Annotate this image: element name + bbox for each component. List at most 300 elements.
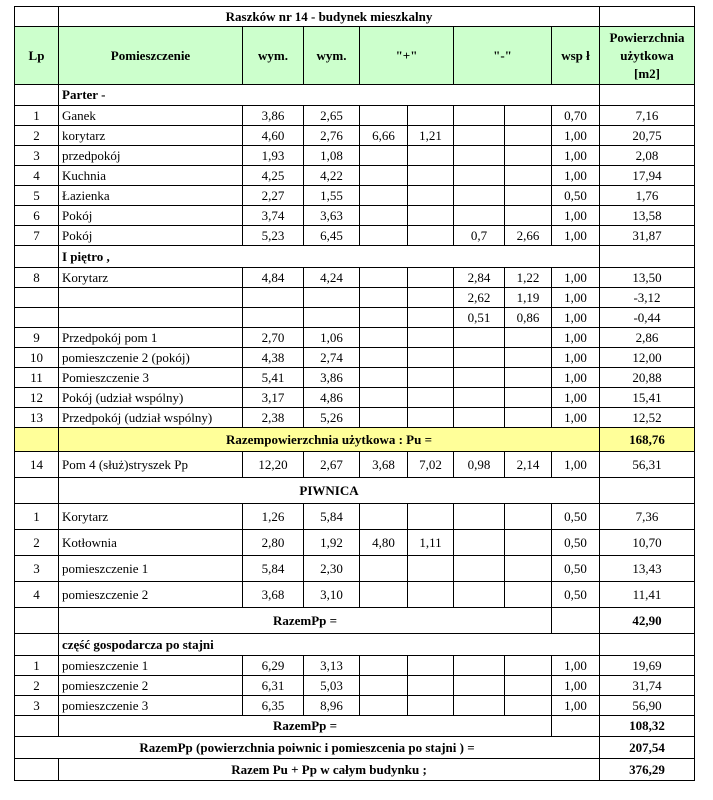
- cell-lp: 8: [15, 268, 59, 288]
- cell-minus1: 0,98: [454, 452, 505, 478]
- cell-room: Kuchnia: [59, 166, 243, 186]
- section-row: [15, 85, 695, 106]
- total-lp-blank: [15, 428, 59, 452]
- cell-plus1: [360, 226, 408, 246]
- cell-lp: 3: [15, 696, 59, 716]
- cell-lp: [15, 288, 59, 308]
- table-row: [15, 226, 695, 246]
- cell-room: pomieszczenie 1: [59, 556, 243, 582]
- cell-coefficient: 1,00: [552, 696, 600, 716]
- cell-room: korytarz: [59, 126, 243, 146]
- cell-room: Pokój: [59, 226, 243, 246]
- cell-dim1: 1,93: [243, 146, 304, 166]
- cell-plus2: [408, 166, 454, 186]
- table-row: [15, 288, 695, 308]
- cell-plus2: [408, 206, 454, 226]
- header-area-line3: [m2]: [634, 65, 660, 81]
- cell-minus2: 2,14: [505, 452, 552, 478]
- cell-plus2: 7,02: [408, 452, 454, 478]
- section-lp-blank: [15, 634, 59, 656]
- cell-dim2: 5,03: [304, 676, 360, 696]
- total-label: RazemPp =: [59, 608, 552, 634]
- section-row: [15, 246, 695, 268]
- section-area-blank: [600, 246, 695, 268]
- table-row: [15, 166, 695, 186]
- table-row: [15, 186, 695, 206]
- cell-coefficient: 1,00: [552, 388, 600, 408]
- cell-minus1: [454, 186, 505, 206]
- cell-room: pomieszczenie 1: [59, 656, 243, 676]
- cell-room: przedpokój: [59, 146, 243, 166]
- cell-minus1: [454, 504, 505, 530]
- cell-coefficient: 1,00: [552, 452, 600, 478]
- cell-room: pomieszczenie 2: [59, 676, 243, 696]
- cell-plus2: [408, 186, 454, 206]
- cell-dim2: 2,65: [304, 106, 360, 126]
- cell-minus2: [505, 582, 552, 608]
- header-plus: "+": [360, 27, 454, 85]
- cell-area: 1,76: [600, 186, 695, 206]
- cell-dim2: [304, 308, 360, 328]
- cell-room: pomieszczenie 2 (pokój): [59, 348, 243, 368]
- cell-minus2: [505, 106, 552, 126]
- table-row: [15, 582, 695, 608]
- cell-plus1: [360, 328, 408, 348]
- cell-minus2: [505, 408, 552, 428]
- cell-dim2: 1,55: [304, 186, 360, 206]
- cell-minus2: [505, 206, 552, 226]
- table-title: Raszków nr 14 - budynek mieszkalny: [59, 7, 600, 27]
- table-row: [15, 556, 695, 582]
- cell-plus2: [408, 288, 454, 308]
- cell-area: 13,58: [600, 206, 695, 226]
- cell-room: Pomieszczenie 3: [59, 368, 243, 388]
- cell-minus2: [505, 676, 552, 696]
- section-label: I piętro ,: [59, 246, 600, 268]
- total-lp-blank: [15, 608, 59, 634]
- cell-dim2: 5,84: [304, 504, 360, 530]
- section-label: Parter -: [59, 85, 600, 106]
- cell-area: 15,41: [600, 388, 695, 408]
- total-value: 108,32: [600, 716, 695, 737]
- cell-dim2: [304, 288, 360, 308]
- cell-dim2: 4,24: [304, 268, 360, 288]
- cell-plus1: [360, 186, 408, 206]
- cell-dim2: 2,67: [304, 452, 360, 478]
- cell-room: Korytarz: [59, 268, 243, 288]
- table-row: [15, 530, 695, 556]
- cell-area: 2,86: [600, 328, 695, 348]
- cell-area: 20,88: [600, 368, 695, 388]
- cell-plus2: [408, 696, 454, 716]
- cell-area: 20,75: [600, 126, 695, 146]
- cell-plus1: [360, 146, 408, 166]
- cell-coefficient: 1,00: [552, 288, 600, 308]
- cell-plus1: [360, 308, 408, 328]
- header-lp: Lp: [15, 27, 59, 85]
- table-row: [15, 656, 695, 676]
- total-value: 207,54: [600, 737, 695, 759]
- total-value: 42,90: [600, 608, 695, 634]
- cell-lp: 10: [15, 348, 59, 368]
- cell-minus1: 2,84: [454, 268, 505, 288]
- cell-coefficient: 1,00: [552, 226, 600, 246]
- section-lp-blank: [15, 85, 59, 106]
- cell-lp: 4: [15, 166, 59, 186]
- cell-dim1: 2,80: [243, 530, 304, 556]
- cell-minus2: [505, 126, 552, 146]
- cell-plus1: 4,80: [360, 530, 408, 556]
- cell-area: 13,50: [600, 268, 695, 288]
- cell-minus2: 1,19: [505, 288, 552, 308]
- cell-plus1: [360, 696, 408, 716]
- cell-lp: 12: [15, 388, 59, 408]
- cell-lp: 4: [15, 582, 59, 608]
- cell-minus2: [505, 530, 552, 556]
- cell-plus2: [408, 556, 454, 582]
- table-row: [15, 146, 695, 166]
- cell-lp: 6: [15, 206, 59, 226]
- cell-minus2: [505, 186, 552, 206]
- cell-plus2: [408, 268, 454, 288]
- table-row: [15, 106, 695, 126]
- cell-minus1: [454, 206, 505, 226]
- cell-lp: 9: [15, 328, 59, 348]
- cell-dim1: 6,35: [243, 696, 304, 716]
- cell-coefficient: 0,50: [552, 504, 600, 530]
- section-area-blank: [600, 634, 695, 656]
- section-lp-blank: [15, 478, 59, 504]
- header-dim2: wym.: [304, 27, 360, 85]
- cell-room: Pom 4 (służ)stryszek Pp: [59, 452, 243, 478]
- cell-area: 7,16: [600, 106, 695, 126]
- cell-dim1: 6,29: [243, 656, 304, 676]
- cell-dim2: 3,10: [304, 582, 360, 608]
- header-usable-area: [600, 27, 695, 85]
- cell-minus2: [505, 504, 552, 530]
- cell-minus1: 0,7: [454, 226, 505, 246]
- cell-area: 31,87: [600, 226, 695, 246]
- cell-dim2: 1,06: [304, 328, 360, 348]
- cell-minus1: [454, 328, 505, 348]
- cell-area: 31,74: [600, 676, 695, 696]
- section-label: PIWNICA: [59, 478, 600, 504]
- cell-area: -0,44: [600, 308, 695, 328]
- cell-plus2: [408, 348, 454, 368]
- cell-lp: [15, 308, 59, 328]
- cell-coefficient: 1,00: [552, 408, 600, 428]
- cell-plus1: [360, 268, 408, 288]
- total-lp-blank: [15, 716, 59, 737]
- cell-plus1: [360, 582, 408, 608]
- cell-dim1: 12,20: [243, 452, 304, 478]
- cell-dim1: 4,25: [243, 166, 304, 186]
- cell-coefficient: 0,70: [552, 106, 600, 126]
- cell-minus2: [505, 368, 552, 388]
- cell-plus1: [360, 106, 408, 126]
- cell-minus2: 1,22: [505, 268, 552, 288]
- total-row: [15, 716, 695, 737]
- cell-minus1: [454, 126, 505, 146]
- cell-dim2: 4,86: [304, 388, 360, 408]
- cell-area: 12,52: [600, 408, 695, 428]
- cell-dim1: 3,17: [243, 388, 304, 408]
- cell-plus1: [360, 348, 408, 368]
- table-row: [15, 348, 695, 368]
- total-label: Razem Pu + Pp w całym budynku ;: [59, 759, 600, 781]
- cell-dim1: 5,41: [243, 368, 304, 388]
- cell-plus1: [360, 676, 408, 696]
- cell-plus1: 3,68: [360, 452, 408, 478]
- cell-room: Pokój: [59, 206, 243, 226]
- table-row: [15, 696, 695, 716]
- cell-coefficient: 1,00: [552, 656, 600, 676]
- total-coef-blank: [552, 608, 600, 634]
- cell-room: [59, 288, 243, 308]
- table-row: [15, 452, 695, 478]
- cell-minus2: 2,66: [505, 226, 552, 246]
- cell-plus2: [408, 656, 454, 676]
- cell-room: Przedpokój pom 1: [59, 328, 243, 348]
- cell-minus2: 0,86: [505, 308, 552, 328]
- section-label: część gospodarcza po stajni: [59, 634, 600, 656]
- cell-area: 7,36: [600, 504, 695, 530]
- cell-minus1: [454, 166, 505, 186]
- cell-coefficient: 0,50: [552, 582, 600, 608]
- table-row: [15, 408, 695, 428]
- header-area-line1: Powierzchnia: [609, 29, 685, 45]
- cell-lp: 11: [15, 368, 59, 388]
- cell-dim2: 2,74: [304, 348, 360, 368]
- cell-area: -3,12: [600, 288, 695, 308]
- cell-area: 2,08: [600, 146, 695, 166]
- section-row: [15, 478, 695, 504]
- cell-room: pomieszczenie 3: [59, 696, 243, 716]
- cell-minus1: [454, 530, 505, 556]
- cell-coefficient: 1,00: [552, 166, 600, 186]
- cell-area: 56,90: [600, 696, 695, 716]
- cell-lp: 2: [15, 676, 59, 696]
- cell-minus1: [454, 582, 505, 608]
- cell-dim1: 1,26: [243, 504, 304, 530]
- cell-coefficient: 0,50: [552, 556, 600, 582]
- total-row: [15, 759, 695, 781]
- cell-dim1: 4,38: [243, 348, 304, 368]
- cell-dim1: [243, 308, 304, 328]
- cell-minus2: [505, 166, 552, 186]
- cell-area: 10,70: [600, 530, 695, 556]
- section-row: [15, 634, 695, 656]
- total-label: RazemPp (powierzchnia poiwnic i pomieszcenia po stajni ) =: [15, 737, 600, 759]
- cell-plus1: [360, 504, 408, 530]
- cell-coefficient: 1,00: [552, 328, 600, 348]
- table-row: [15, 676, 695, 696]
- cell-plus1: [360, 368, 408, 388]
- cell-minus1: [454, 408, 505, 428]
- cell-dim1: 2,38: [243, 408, 304, 428]
- cell-minus2: [505, 146, 552, 166]
- cell-dim1: 4,84: [243, 268, 304, 288]
- cell-plus1: [360, 388, 408, 408]
- total-value: 168,76: [600, 428, 695, 452]
- total-coef-blank: [552, 716, 600, 737]
- total-label: RazemPp =: [59, 716, 552, 737]
- area-table: [14, 6, 695, 781]
- section-lp-blank: [15, 246, 59, 268]
- total-row: [15, 737, 695, 759]
- cell-coefficient: 1,00: [552, 368, 600, 388]
- cell-minus1: [454, 556, 505, 582]
- cell-plus1: [360, 206, 408, 226]
- section-area-blank: [600, 478, 695, 504]
- cell-lp: 2: [15, 530, 59, 556]
- cell-plus1: [360, 166, 408, 186]
- cell-lp: 1: [15, 656, 59, 676]
- cell-dim1: 3,74: [243, 206, 304, 226]
- table-row: [15, 328, 695, 348]
- cell-dim1: 5,23: [243, 226, 304, 246]
- cell-plus2: [408, 328, 454, 348]
- cell-dim1: 6,31: [243, 676, 304, 696]
- cell-coefficient: 1,00: [552, 676, 600, 696]
- cell-area: 19,69: [600, 656, 695, 676]
- table-row: [15, 206, 695, 226]
- cell-minus2: [505, 556, 552, 582]
- cell-plus2: [408, 106, 454, 126]
- cell-minus1: 2,62: [454, 288, 505, 308]
- cell-lp: 3: [15, 146, 59, 166]
- header-area-line2: użytkowa: [620, 47, 674, 63]
- cell-dim2: 3,63: [304, 206, 360, 226]
- cell-area: 12,00: [600, 348, 695, 368]
- cell-plus2: [408, 388, 454, 408]
- cell-plus1: [360, 556, 408, 582]
- table-row: [15, 504, 695, 530]
- cell-dim1: 3,86: [243, 106, 304, 126]
- cell-minus1: [454, 106, 505, 126]
- cell-minus2: [505, 348, 552, 368]
- header-dim1: wym.: [243, 27, 304, 85]
- cell-minus1: 0,51: [454, 308, 505, 328]
- cell-lp: 2: [15, 126, 59, 146]
- cell-room: Kotłownia: [59, 530, 243, 556]
- cell-dim1: 4,60: [243, 126, 304, 146]
- cell-dim2: 3,86: [304, 368, 360, 388]
- cell-plus2: [408, 408, 454, 428]
- cell-dim1: 5,84: [243, 556, 304, 582]
- cell-plus2: [408, 226, 454, 246]
- title-spacer-left: [15, 7, 59, 27]
- header-room: Pomieszczenie: [59, 27, 243, 85]
- cell-room: Pokój (udział wspólny): [59, 388, 243, 408]
- cell-dim1: [243, 288, 304, 308]
- cell-minus2: [505, 328, 552, 348]
- table-row: [15, 308, 695, 328]
- total-lp-blank: [15, 759, 59, 781]
- cell-lp: 5: [15, 186, 59, 206]
- cell-area: 17,94: [600, 166, 695, 186]
- cell-dim2: 1,92: [304, 530, 360, 556]
- cell-plus1: [360, 288, 408, 308]
- total-label: Razempowierzchnia użytkowa : Pu =: [59, 428, 600, 452]
- cell-minus1: [454, 676, 505, 696]
- cell-dim2: 3,13: [304, 656, 360, 676]
- cell-plus1: 6,66: [360, 126, 408, 146]
- cell-coefficient: 1,00: [552, 268, 600, 288]
- cell-minus2: [505, 696, 552, 716]
- total-row: [15, 428, 695, 452]
- cell-coefficient: 0,50: [552, 530, 600, 556]
- section-area-blank: [600, 85, 695, 106]
- cell-dim2: 2,30: [304, 556, 360, 582]
- cell-dim2: 2,76: [304, 126, 360, 146]
- cell-minus1: [454, 696, 505, 716]
- cell-dim1: 2,27: [243, 186, 304, 206]
- cell-lp: 1: [15, 504, 59, 530]
- cell-dim2: 4,22: [304, 166, 360, 186]
- cell-minus2: [505, 388, 552, 408]
- cell-coefficient: 1,00: [552, 308, 600, 328]
- cell-room: Korytarz: [59, 504, 243, 530]
- cell-plus2: [408, 582, 454, 608]
- cell-coefficient: 1,00: [552, 206, 600, 226]
- cell-area: 13,43: [600, 556, 695, 582]
- table-row: [15, 268, 695, 288]
- cell-plus2: [408, 308, 454, 328]
- cell-minus1: [454, 388, 505, 408]
- table-row: [15, 126, 695, 146]
- table-row: [15, 388, 695, 408]
- cell-plus2: [408, 368, 454, 388]
- cell-dim1: 2,70: [243, 328, 304, 348]
- cell-plus2: 1,11: [408, 530, 454, 556]
- cell-minus1: [454, 146, 505, 166]
- cell-lp: 7: [15, 226, 59, 246]
- cell-minus1: [454, 656, 505, 676]
- cell-plus1: [360, 408, 408, 428]
- cell-lp: 14: [15, 452, 59, 478]
- cell-plus2: [408, 504, 454, 530]
- cell-dim2: 6,45: [304, 226, 360, 246]
- cell-room: pomieszczenie 2: [59, 582, 243, 608]
- cell-lp: 1: [15, 106, 59, 126]
- cell-dim2: 8,96: [304, 696, 360, 716]
- cell-coefficient: 1,00: [552, 126, 600, 146]
- cell-coefficient: 1,00: [552, 146, 600, 166]
- cell-dim2: 5,26: [304, 408, 360, 428]
- cell-plus1: [360, 656, 408, 676]
- cell-lp: 3: [15, 556, 59, 582]
- cell-minus1: [454, 348, 505, 368]
- cell-dim2: 1,08: [304, 146, 360, 166]
- cell-lp: 13: [15, 408, 59, 428]
- cell-area: 56,31: [600, 452, 695, 478]
- cell-coefficient: 1,00: [552, 348, 600, 368]
- title-spacer-right: [600, 7, 695, 27]
- total-row: [15, 608, 695, 634]
- cell-room: [59, 308, 243, 328]
- cell-room: Łazienka: [59, 186, 243, 206]
- cell-dim1: 3,68: [243, 582, 304, 608]
- cell-minus2: [505, 656, 552, 676]
- cell-minus1: [454, 368, 505, 388]
- cell-plus2: [408, 146, 454, 166]
- header-minus: "-": [454, 27, 552, 85]
- table-row: [15, 368, 695, 388]
- cell-room: Przedpokój (udział wspólny): [59, 408, 243, 428]
- cell-area: 11,41: [600, 582, 695, 608]
- cell-plus2: 1,21: [408, 126, 454, 146]
